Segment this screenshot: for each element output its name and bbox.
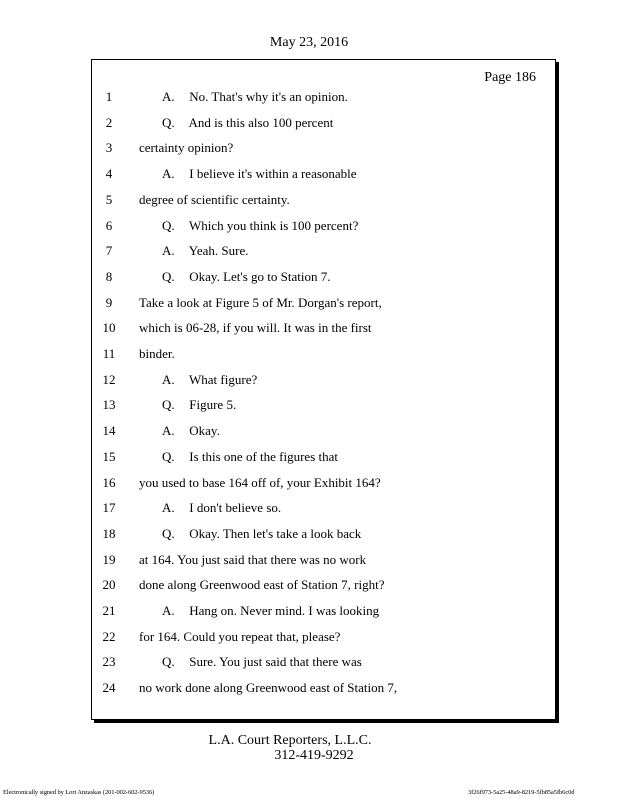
line-number: 4 [105,166,113,182]
transcript-line [0,269,618,295]
line-body: Figure 5. [189,397,237,413]
line-text [139,192,290,208]
transcript-line [0,346,618,372]
line-text [162,397,236,413]
line-number: 1 [105,89,113,104]
line-body: And is this also 100 percent [188,114,334,130]
line-number: 22 [102,628,116,644]
speaker-label: A. [162,371,175,387]
line-body: Yeah. Sure. [188,243,249,259]
line-text [139,346,175,362]
transcript-line [0,552,618,578]
speaker-label: Q. [162,217,175,233]
transcript-line [0,218,618,244]
line-number: 3 [105,140,113,156]
line-text [139,320,372,336]
line-text [139,552,366,568]
line-body: binder. [139,346,175,361]
transcript-line [0,680,618,706]
transcript-line [0,397,618,423]
line-number: 24 [102,680,116,696]
line-body: which is 06-28, if you will. It was in the first [139,320,372,336]
speaker-label: Q. [162,654,175,670]
line-text [162,423,220,439]
speaker-label: A. [162,500,175,516]
line-text [162,218,358,234]
line-body: What figure? [189,371,258,387]
line-body: Hang on. Never mind. I was looking [189,603,380,618]
transcript-line [0,654,618,680]
speaker-label: Q. [162,114,175,130]
transcript-line [0,89,618,115]
line-number: 16 [102,474,116,490]
line-body: for 164. Could you repeat that, please? [139,628,341,644]
line-body: Sure. You just said that there was [189,654,362,670]
line-body: Okay. [189,423,220,439]
line-body: Take a look at Figure 5 of Mr. Dorgan's report, [139,294,382,310]
line-number: 10 [102,320,116,336]
speaker-label: Q. [162,268,175,284]
line-number: 18 [102,525,116,541]
line-number: 5 [105,191,113,207]
line-body: certainty opinion? [139,140,234,156]
transcript-line [0,500,618,526]
speaker-label: Q. [162,397,175,413]
line-text [139,295,382,311]
line-body: I believe it's within a reasonable [189,166,357,182]
line-number: 14 [102,423,116,439]
line-number: 6 [105,217,113,233]
line-body: degree of scientific certainty. [139,191,290,207]
transcript-line [0,423,618,449]
line-text [162,115,333,131]
transcript-line [0,243,618,269]
line-text [139,140,233,156]
transcript-line [0,192,618,218]
line-text [162,603,379,619]
line-number: 9 [105,294,113,310]
line-body: you used to base 164 off of, your Exhibit 164? [139,474,381,490]
transcript-line [0,475,618,501]
line-number: 15 [102,448,116,464]
line-text [162,449,338,465]
line-number: 13 [102,397,116,413]
transcript-line [0,166,618,192]
line-number: 20 [102,577,116,593]
line-text [139,680,397,696]
line-number: 17 [102,500,116,516]
line-text [162,654,362,670]
line-number: 21 [102,603,116,618]
line-body: no work done along Greenwood east of Station 7, [139,680,398,696]
line-text [162,269,331,285]
transcript-line [0,526,618,552]
line-text [162,372,257,388]
line-number: 11 [102,346,116,361]
line-text [162,500,281,516]
speaker-label: A. [162,603,175,618]
line-body: Is this one of the figures that [189,448,338,464]
page-number: Page 186 [484,70,536,85]
line-body: No. That's why it's an opinion. [189,89,348,104]
transcript-line [0,295,618,321]
transcript-line [0,140,618,166]
speaker-label: A. [162,423,175,439]
line-text [139,475,381,491]
speaker-label: Q. [162,448,175,464]
speaker-label: A. [162,166,175,182]
transcript-line [0,603,618,629]
line-text [162,89,348,105]
electronic-signature: Electronically signed by Lori Anzaskas (201-002-602-9536) [3,789,155,796]
line-number: 2 [105,114,113,130]
line-text [162,243,249,259]
line-body: I don't believe so. [189,500,282,516]
document-id: 3f26f973-5a25-48a9-8219-5fb85a5fb6c0d [468,789,575,796]
line-body: at 164. You just said that there was no work [139,551,367,567]
court-reporter-phone: 312-419-9292 [274,748,354,763]
line-text [139,577,385,593]
line-body: Okay. Let's go to Station 7. [189,268,331,284]
line-text [162,526,361,542]
court-reporter-firm: L.A. Court Reporters, L.L.C. [208,733,372,748]
transcript-line [0,577,618,603]
line-body: Which you think is 100 percent? [189,217,359,233]
line-number: 19 [102,551,116,567]
line-text [162,166,357,182]
speaker-label: Q. [162,525,175,541]
transcript-line [0,449,618,475]
transcript-date: May 23, 2016 [269,35,349,50]
line-text [139,629,340,645]
transcript-line [0,320,618,346]
line-number: 12 [102,371,116,387]
speaker-label: A. [162,89,175,104]
transcript-line [0,115,618,141]
line-body: done along Greenwood east of Station 7, right? [139,577,385,593]
line-number: 23 [102,654,116,670]
line-number: 7 [105,243,113,259]
speaker-label: A. [162,243,175,259]
line-body: Okay. Then let's take a look back [189,525,362,541]
transcript-line [0,372,618,398]
transcript-line [0,629,618,655]
line-number: 8 [105,268,113,284]
